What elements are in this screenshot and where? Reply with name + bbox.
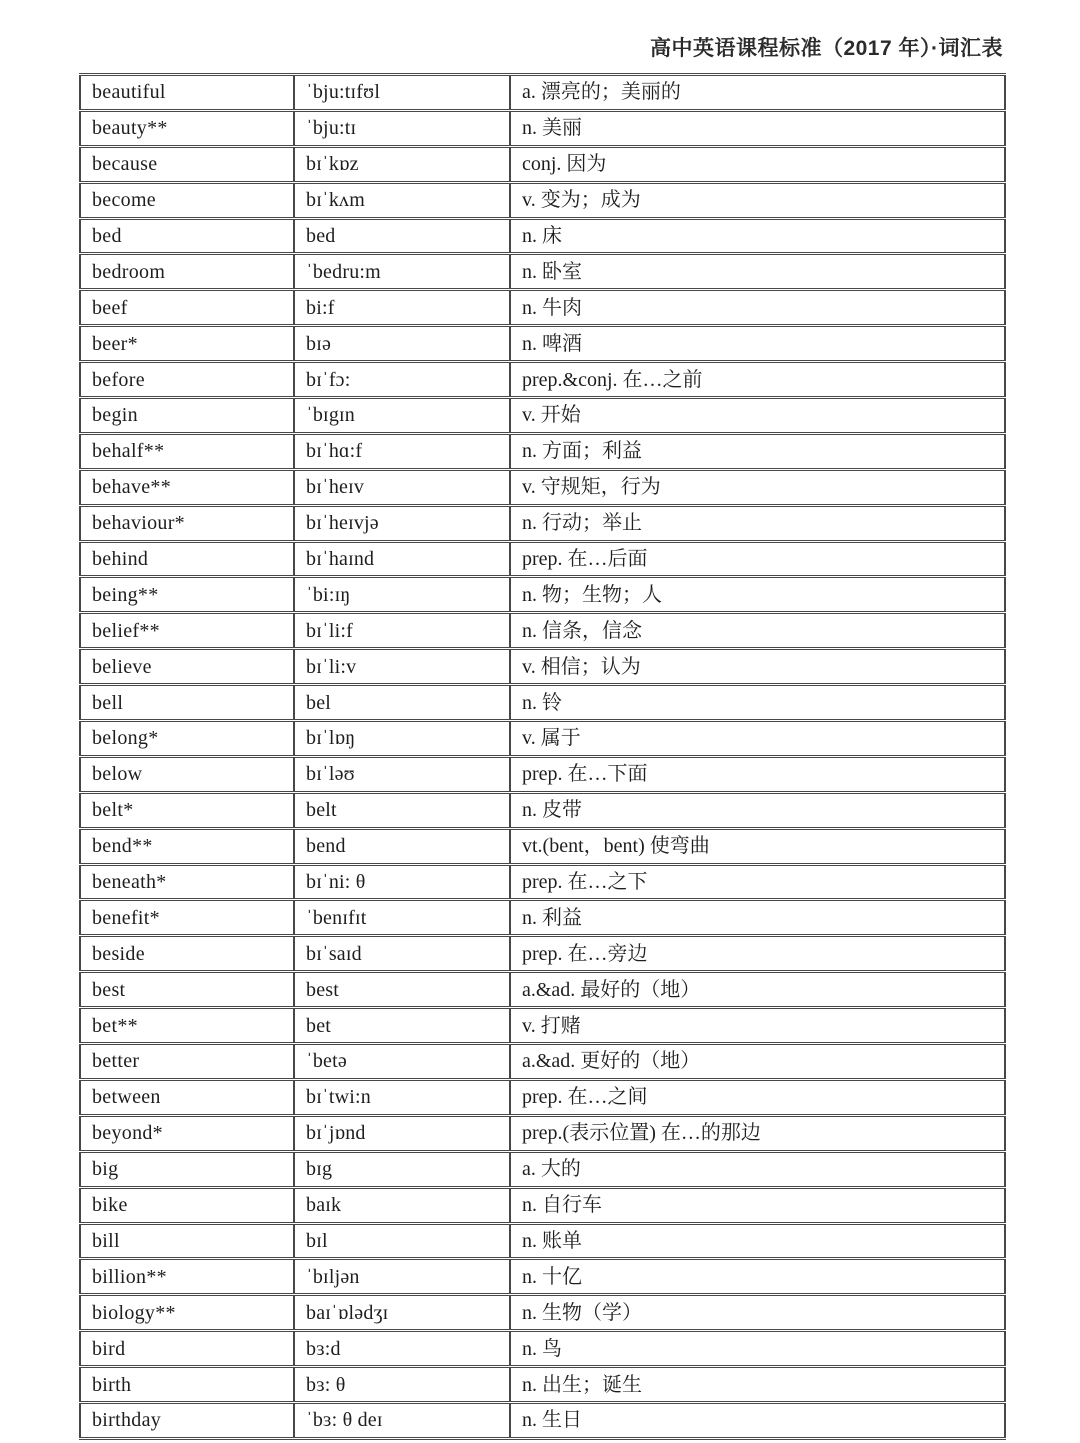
- vocab-tbody: [80, 75, 1005, 1439]
- table-row: [80, 1259, 1005, 1295]
- table-row: [80, 649, 1005, 685]
- table-row: [80, 433, 1005, 469]
- word-cell: before: [80, 362, 294, 398]
- table-row: [80, 577, 1005, 613]
- word-cell: birthday: [80, 1402, 294, 1438]
- phonetic-cell: bɪə: [294, 326, 510, 362]
- phonetic-cell: bɪˈni: θ: [294, 864, 510, 900]
- meaning-cell: prep.(表示位置) 在…的那边: [510, 1115, 1005, 1151]
- phonetic-cell: bɪˈkʌm: [294, 182, 510, 218]
- meaning-cell: vt.(bent，bent) 使弯曲: [510, 828, 1005, 864]
- phonetic-cell: best: [294, 972, 510, 1008]
- word-cell: being**: [80, 577, 294, 613]
- word-cell: behalf**: [80, 433, 294, 469]
- word-cell: best: [80, 972, 294, 1008]
- table-row: [80, 1187, 1005, 1223]
- phonetic-cell: bɪˈli:v: [294, 649, 510, 685]
- meaning-cell: v. 开始: [510, 398, 1005, 434]
- table-row: [80, 756, 1005, 792]
- table-row: [80, 110, 1005, 146]
- meaning-cell: a.&ad. 最好的（地）: [510, 972, 1005, 1008]
- meaning-cell: n. 利益: [510, 900, 1005, 936]
- table-row: [80, 1402, 1005, 1438]
- table-row: [80, 1223, 1005, 1259]
- meaning-cell: n. 信条，信念: [510, 613, 1005, 649]
- word-cell: bet**: [80, 1008, 294, 1044]
- phonetic-cell: bɪˈheɪvjə: [294, 505, 510, 541]
- phonetic-cell: belt: [294, 792, 510, 828]
- table-row: [80, 469, 1005, 505]
- phonetic-cell: bɪˈhɑ:f: [294, 433, 510, 469]
- meaning-cell: v. 守规矩，行为: [510, 469, 1005, 505]
- phonetic-cell: bɪˈfɔ:: [294, 362, 510, 398]
- vocabulary-table: [79, 73, 1006, 1440]
- word-cell: between: [80, 1079, 294, 1115]
- table-row: [80, 828, 1005, 864]
- table-row: [80, 362, 1005, 398]
- table-row: [80, 326, 1005, 362]
- word-cell: become: [80, 182, 294, 218]
- phonetic-cell: bɪˈsaɪd: [294, 936, 510, 972]
- phonetic-cell: bɪg: [294, 1151, 510, 1187]
- phonetic-cell: ˈbenɪfɪt: [294, 900, 510, 936]
- table-row: [80, 1151, 1005, 1187]
- meaning-cell: n. 生物（学）: [510, 1295, 1005, 1331]
- phonetic-cell: bɪˈhaɪnd: [294, 541, 510, 577]
- meaning-cell: n. 物；生物；人: [510, 577, 1005, 613]
- table-row: [80, 218, 1005, 254]
- phonetic-cell: bel: [294, 685, 510, 721]
- word-cell: birth: [80, 1367, 294, 1403]
- phonetic-cell: bɪˈjɒnd: [294, 1115, 510, 1151]
- phonetic-cell: bɪˈtwi:n: [294, 1079, 510, 1115]
- table-row: [80, 1115, 1005, 1151]
- word-cell: behave**: [80, 469, 294, 505]
- word-cell: behaviour*: [80, 505, 294, 541]
- meaning-cell: v. 属于: [510, 721, 1005, 757]
- table-row: [80, 792, 1005, 828]
- table-row: [80, 290, 1005, 326]
- word-cell: behind: [80, 541, 294, 577]
- meaning-cell: prep.&conj. 在…之前: [510, 362, 1005, 398]
- meaning-cell: n. 出生；诞生: [510, 1367, 1005, 1403]
- phonetic-cell: bɪˈlɒŋ: [294, 721, 510, 757]
- phonetic-cell: bɪˈheɪv: [294, 469, 510, 505]
- phonetic-cell: ˈbedru:m: [294, 254, 510, 290]
- table-row: [80, 146, 1005, 182]
- meaning-cell: n. 行动；举止: [510, 505, 1005, 541]
- word-cell: bedroom: [80, 254, 294, 290]
- table-row: [80, 1367, 1005, 1403]
- page-title: 高中英语课程标准（2017 年）·词汇表: [649, 37, 1003, 60]
- word-cell: bird: [80, 1331, 294, 1367]
- phonetic-cell: ˈbi:ɪŋ: [294, 577, 510, 613]
- word-cell: beauty**: [80, 110, 294, 146]
- meaning-cell: prep. 在…旁边: [510, 936, 1005, 972]
- word-cell: bed: [80, 218, 294, 254]
- meaning-cell: conj. 因为: [510, 146, 1005, 182]
- phonetic-cell: ˈbɜ: θ deɪ: [294, 1402, 510, 1438]
- phonetic-cell: ˈbju:tɪfʊl: [294, 75, 510, 111]
- table-row: [80, 972, 1005, 1008]
- word-cell: bend**: [80, 828, 294, 864]
- table-row: [80, 685, 1005, 721]
- phonetic-cell: ˈbetə: [294, 1044, 510, 1080]
- meaning-cell: a. 大的: [510, 1151, 1005, 1187]
- meaning-cell: n. 生日: [510, 1402, 1005, 1438]
- word-cell: beautiful: [80, 75, 294, 111]
- table-row: [80, 613, 1005, 649]
- word-cell: beside: [80, 936, 294, 972]
- meaning-cell: n. 方面；利益: [510, 433, 1005, 469]
- table-row: [80, 1079, 1005, 1115]
- phonetic-cell: bɪl: [294, 1223, 510, 1259]
- table-row: [80, 721, 1005, 757]
- word-cell: believe: [80, 649, 294, 685]
- word-cell: bell: [80, 685, 294, 721]
- word-cell: beyond*: [80, 1115, 294, 1151]
- phonetic-cell: baɪˈɒlədʒɪ: [294, 1295, 510, 1331]
- meaning-cell: prep. 在…之下: [510, 864, 1005, 900]
- word-cell: belong*: [80, 721, 294, 757]
- word-cell: belt*: [80, 792, 294, 828]
- phonetic-cell: bet: [294, 1008, 510, 1044]
- table-row: [80, 1295, 1005, 1331]
- word-cell: bike: [80, 1187, 294, 1223]
- meaning-cell: n. 鸟: [510, 1331, 1005, 1367]
- word-cell: better: [80, 1044, 294, 1080]
- meaning-cell: a.&ad. 更好的（地）: [510, 1044, 1005, 1080]
- word-cell: beneath*: [80, 864, 294, 900]
- meaning-cell: n. 皮带: [510, 792, 1005, 828]
- table-row: [80, 1331, 1005, 1367]
- table-row: [80, 254, 1005, 290]
- table-row: [80, 1044, 1005, 1080]
- table-row: [80, 75, 1005, 111]
- phonetic-cell: ˈbju:tɪ: [294, 110, 510, 146]
- phonetic-cell: bi:f: [294, 290, 510, 326]
- meaning-cell: v. 打赌: [510, 1008, 1005, 1044]
- phonetic-cell: ˈbɪgɪn: [294, 398, 510, 434]
- word-cell: beef: [80, 290, 294, 326]
- word-cell: beer*: [80, 326, 294, 362]
- phonetic-cell: bɪˈli:f: [294, 613, 510, 649]
- meaning-cell: prep. 在…下面: [510, 756, 1005, 792]
- page-header: [650, 32, 1003, 62]
- meaning-cell: n. 美丽: [510, 110, 1005, 146]
- meaning-cell: n. 账单: [510, 1223, 1005, 1259]
- phonetic-cell: baɪk: [294, 1187, 510, 1223]
- phonetic-cell: ˈbɪljən: [294, 1259, 510, 1295]
- phonetic-cell: bɜ: θ: [294, 1367, 510, 1403]
- phonetic-cell: bɪˈkɒz: [294, 146, 510, 182]
- phonetic-cell: bend: [294, 828, 510, 864]
- table-row: [80, 398, 1005, 434]
- table-row: [80, 864, 1005, 900]
- table-row: [80, 1008, 1005, 1044]
- meaning-cell: n. 铃: [510, 685, 1005, 721]
- meaning-cell: a. 漂亮的；美丽的: [510, 75, 1005, 111]
- word-cell: below: [80, 756, 294, 792]
- meaning-cell: n. 床: [510, 218, 1005, 254]
- meaning-cell: v. 变为；成为: [510, 182, 1005, 218]
- table-row: [80, 541, 1005, 577]
- meaning-cell: n. 牛肉: [510, 290, 1005, 326]
- meaning-cell: n. 自行车: [510, 1187, 1005, 1223]
- word-cell: belief**: [80, 613, 294, 649]
- meaning-cell: prep. 在…后面: [510, 541, 1005, 577]
- table-row: [80, 900, 1005, 936]
- meaning-cell: prep. 在…之间: [510, 1079, 1005, 1115]
- meaning-cell: n. 啤酒: [510, 326, 1005, 362]
- table-row: [80, 182, 1005, 218]
- word-cell: because: [80, 146, 294, 182]
- word-cell: big: [80, 1151, 294, 1187]
- phonetic-cell: bɪˈləʊ: [294, 756, 510, 792]
- phonetic-cell: bed: [294, 218, 510, 254]
- table-row: [80, 936, 1005, 972]
- word-cell: begin: [80, 398, 294, 434]
- meaning-cell: n. 十亿: [510, 1259, 1005, 1295]
- table-row: [80, 505, 1005, 541]
- word-cell: biology**: [80, 1295, 294, 1331]
- word-cell: bill: [80, 1223, 294, 1259]
- meaning-cell: v. 相信；认为: [510, 649, 1005, 685]
- word-cell: billion**: [80, 1259, 294, 1295]
- phonetic-cell: bɜ:d: [294, 1331, 510, 1367]
- word-cell: benefit*: [80, 900, 294, 936]
- meaning-cell: n. 卧室: [510, 254, 1005, 290]
